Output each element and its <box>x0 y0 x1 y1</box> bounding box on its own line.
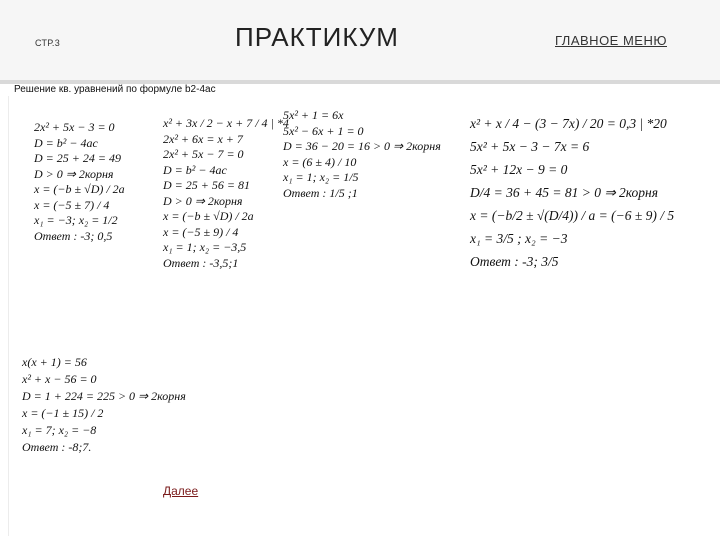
example-3-solution <box>283 108 441 201</box>
page-title: ПРАКТИКУМ <box>235 22 399 52</box>
math-line: x(x + 1) = 56 <box>22 355 87 369</box>
math-line: 2x² + 6x = x + 7 <box>163 131 243 146</box>
example-5-solution <box>22 354 186 456</box>
math-line: x = (−5 ± 7) / 4 <box>34 197 110 212</box>
math-line: x = (6 ± 4) / 10 <box>283 154 357 169</box>
example-4-solution <box>470 112 674 273</box>
math-line: x = (−1 ± 15) / 2 <box>22 406 104 420</box>
math-line: D = b² − 4ac <box>163 162 227 177</box>
math-line: x₁ = 7; x₂ = −8 <box>22 423 97 437</box>
math-line: x₁ = −3; x₂ = 1/2 <box>34 213 118 227</box>
math-line: x² + x / 4 − (3 − 7x) / 20 = 0,3 | *20 <box>470 116 667 131</box>
example-1-solution <box>34 120 125 244</box>
math-line: D = 36 − 20 = 16 > 0 ⇒ 2корня <box>283 139 441 153</box>
math-line: D = 25 + 24 = 49 <box>34 151 121 165</box>
answer-line: Ответ : -3; 3/5 <box>470 254 559 269</box>
math-line: 2x² + 5x − 3 = 0 <box>34 120 115 134</box>
math-line: x₁ = 1; x₂ = −3,5 <box>163 240 247 254</box>
math-line: D = 25 + 56 = 81 <box>163 178 250 192</box>
math-line: D/4 = 36 + 45 = 81 > 0 ⇒ 2корня <box>470 185 659 200</box>
answer-line: Ответ : -3; 0,5 <box>34 228 113 243</box>
math-line: 5x² + 5x − 3 − 7x = 6 <box>470 139 590 154</box>
math-line: x = (−b/2 ± √(D/4)) / a = (−6 ± 9) / 5 <box>470 208 675 223</box>
next-link[interactable]: Далее <box>163 484 199 498</box>
page-label: СТР.3 <box>35 38 61 48</box>
math-line: x = (−5 ± 9) / 4 <box>163 224 239 239</box>
main-menu-link[interactable]: ГЛАВНОЕ МЕНЮ <box>555 33 667 48</box>
math-line: D > 0 ⇒ 2корня <box>163 193 243 208</box>
math-line: 2x² + 5x − 7 = 0 <box>163 147 244 161</box>
answer-line: Ответ : -3,5;1 <box>163 255 239 270</box>
section-subtitle: Решение кв. уравнений по формуле b2-4ac <box>14 84 216 95</box>
answer-line: Ответ : -8;7. <box>22 440 92 454</box>
math-line: D = 1 + 224 = 225 > 0 ⇒ 2корня <box>22 389 186 403</box>
math-line: x = (−b ± √D) / 2a <box>163 209 254 223</box>
math-line: 5x² − 6x + 1 = 0 <box>283 123 364 138</box>
math-line: x = (−b ± √D) / 2a <box>34 182 125 196</box>
math-line: x₁ = 3/5 ; x₂ = −3 <box>470 231 568 246</box>
math-line: 5x² + 1 = 6x <box>283 108 344 122</box>
math-line: x² + 3x / 2 − x + 7 / 4 | *4 <box>163 116 289 130</box>
math-line: 5x² + 12x − 9 = 0 <box>470 162 568 177</box>
math-line: D > 0 ⇒ 2корня <box>34 166 114 181</box>
math-line: x² + x − 56 = 0 <box>22 372 97 386</box>
math-line: x₁ = 1; x₂ = 1/5 <box>283 170 359 184</box>
answer-line: Ответ : 1/5 ;1 <box>283 185 358 200</box>
example-2-solution <box>163 116 289 271</box>
math-line: D = b² − 4ac <box>34 135 98 150</box>
